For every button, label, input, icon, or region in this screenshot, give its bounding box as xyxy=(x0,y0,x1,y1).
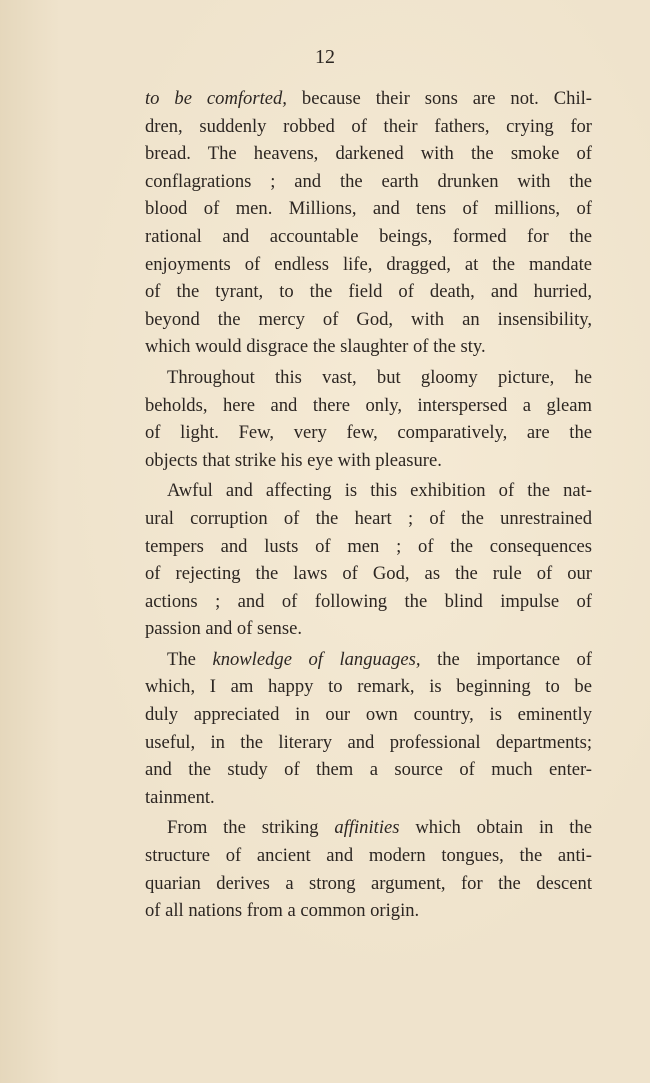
text-line xyxy=(145,870,592,898)
text-segment: enjoyments of endless life, dragged, at the mandate xyxy=(145,253,592,275)
text-line xyxy=(145,168,592,196)
text-segment: beyond the mercy of God, with an insensibility, xyxy=(145,308,592,330)
text-segment: conflagrations ; and the earth drunken with the xyxy=(145,170,592,192)
italic-phrase: knowledge of languages, xyxy=(212,648,421,670)
text-segment: ural corruption of the heart ; of the unrestrained xyxy=(145,507,592,529)
text-segment: structure of ancient and modern tongues, the anti- xyxy=(145,845,592,867)
text-line xyxy=(145,392,592,420)
text-segment: Throughout this vast, but gloomy picture, he xyxy=(167,366,592,388)
text-line xyxy=(145,364,592,392)
text-line xyxy=(145,140,592,168)
text-segment: From the striking xyxy=(167,817,335,839)
paragraph xyxy=(145,814,592,924)
text-segment: objects that strike his eye with pleasure. xyxy=(145,449,442,471)
text-line xyxy=(145,897,592,925)
text-segment: of rejecting the laws of God, as the rule of our xyxy=(145,563,592,585)
text-segment: actions ; and of following the blind impulse of xyxy=(145,590,592,612)
text-segment: which, I am happy to remark, is beginning to be xyxy=(145,676,592,698)
text-segment: of all nations from a common origin. xyxy=(145,900,420,922)
text-line xyxy=(145,701,592,729)
text-line xyxy=(145,251,592,279)
text-line xyxy=(145,306,592,334)
text-line xyxy=(145,756,592,784)
text-segment: because their sons are not. Chil- xyxy=(286,88,592,109)
text-line xyxy=(145,223,592,251)
text-line xyxy=(145,814,592,842)
text-segment: The xyxy=(167,648,213,670)
text-line xyxy=(145,447,592,475)
text-segment: of light. Few, very few, comparatively, are the xyxy=(145,422,592,444)
text-segment: which obtain in the xyxy=(399,817,592,839)
text-segment: beholds, here and there only, interspersed a gleam xyxy=(145,394,592,416)
text-line xyxy=(145,560,592,588)
text-segment: passion and of sense. xyxy=(145,618,302,640)
text-segment: the importance of xyxy=(420,648,592,670)
text-line xyxy=(145,505,592,533)
body-text xyxy=(145,85,592,925)
text-segment: rational and accountable beings, formed for the xyxy=(145,225,592,247)
text-segment: of the tyrant, to the field of death, and hurried, xyxy=(145,281,592,303)
text-segment: dren, suddenly robbed of their fathers, crying for xyxy=(145,115,592,137)
text-line xyxy=(145,85,592,113)
italic-phrase: to be comforted, xyxy=(145,88,287,109)
text-segment: Awful and affecting is this exhibition of the nat- xyxy=(167,480,592,502)
text-line xyxy=(145,419,592,447)
text-line xyxy=(145,615,592,643)
text-segment: tainment. xyxy=(145,786,215,808)
text-line xyxy=(145,588,592,616)
text-segment: quarian derives a strong argument, for the descent xyxy=(145,872,592,894)
text-segment: which would disgrace the slaughter of the sty. xyxy=(145,336,486,358)
text-line xyxy=(145,842,592,870)
page-number: 12 xyxy=(315,46,335,68)
text-line xyxy=(145,477,592,505)
paragraph xyxy=(145,477,592,646)
text-line xyxy=(145,646,592,674)
text-line xyxy=(145,333,592,361)
text-line xyxy=(145,673,592,701)
text-segment: tempers and lusts of men ; of the consequences xyxy=(145,535,592,557)
text-segment: duly appreciated in our own country, is eminently xyxy=(145,704,592,726)
paragraph xyxy=(145,85,592,364)
text-line xyxy=(145,113,592,141)
text-line xyxy=(145,533,592,561)
text-line xyxy=(145,784,592,812)
text-line xyxy=(145,278,592,306)
text-segment: and the study of them a source of much enter- xyxy=(145,759,592,781)
text-segment: useful, in the literary and professional departments; xyxy=(145,731,592,753)
text-line xyxy=(145,195,592,223)
text-segment: blood of men. Millions, and tens of millions, of xyxy=(145,198,592,220)
paragraph xyxy=(145,364,592,477)
italic-phrase: affinities xyxy=(334,817,400,839)
text-line xyxy=(145,729,592,757)
text-segment: bread. The heavens, darkened with the smoke of xyxy=(145,143,592,165)
paragraph xyxy=(145,646,592,815)
